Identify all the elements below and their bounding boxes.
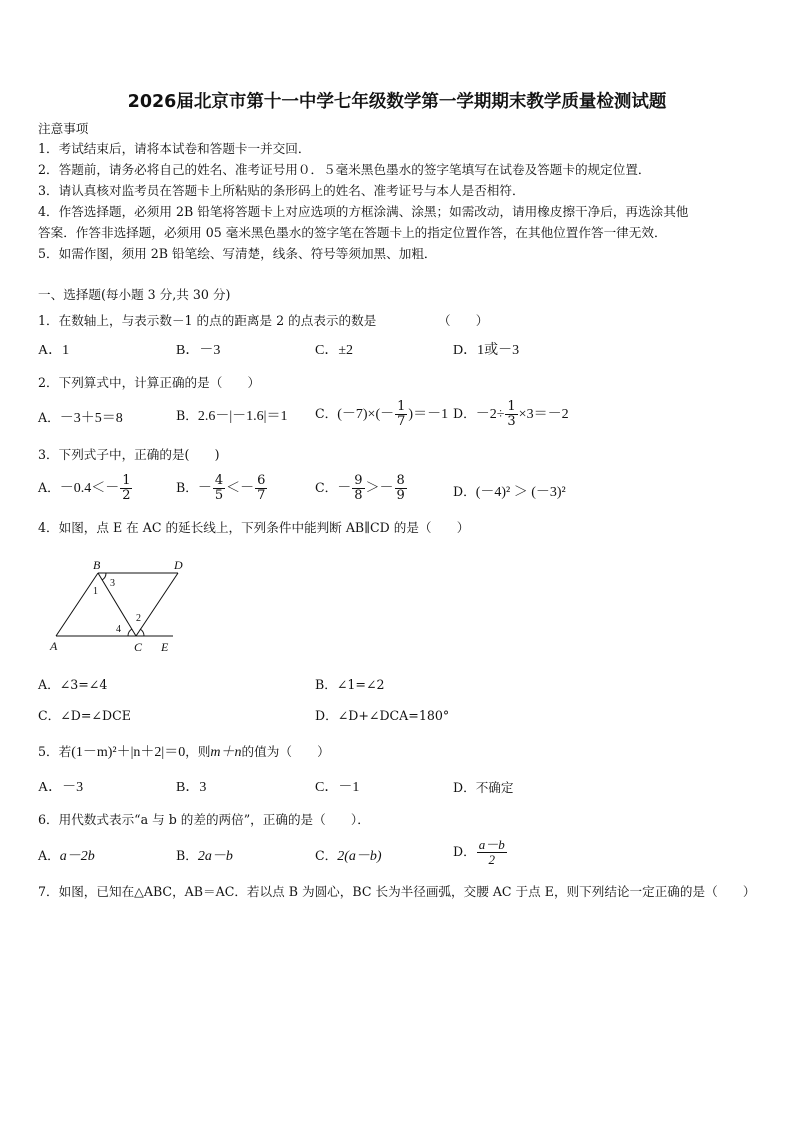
denominator: 7	[257, 488, 266, 503]
q2-option-d	[453, 400, 569, 429]
q4-option-a: A．∠3=∠4	[38, 677, 108, 692]
q3-option-d	[453, 484, 566, 501]
angle-3-arc	[102, 573, 106, 580]
q2-option-c	[315, 400, 448, 429]
option-expression-pre: －2÷	[475, 407, 505, 422]
option-label: A．	[38, 410, 60, 425]
numerator: 6	[257, 473, 266, 488]
numerator: a－b	[478, 837, 505, 852]
stem-expression: (1－m)²＋|n＋2|＝0	[71, 745, 186, 760]
option-label: C．	[315, 848, 338, 863]
fraction	[395, 474, 407, 503]
option-label: B．	[176, 408, 198, 423]
option-expression: －3＋5＝8	[59, 411, 123, 426]
stem-text: ，则	[185, 744, 211, 759]
q2-option-b	[176, 408, 287, 425]
fraction	[255, 474, 267, 503]
minus-sign: －	[337, 481, 352, 496]
q1-option-c: C．±2	[315, 343, 354, 358]
angle-2-label: 2	[136, 613, 141, 624]
numerator: 1	[122, 473, 131, 488]
stem-expression: m＋n	[210, 745, 242, 760]
numerator: 1	[507, 399, 516, 414]
q4-option-b: B．∠1=∠2	[315, 677, 385, 692]
option-expression-post: )＝－1	[408, 407, 449, 422]
notice-item: 5．如需作图，须用 2B 铅笔绘、写清楚，线条、符号等须加黑、加粗．	[38, 246, 437, 261]
q3-option-a	[38, 474, 133, 503]
parallelogram-diagram	[48, 556, 188, 656]
q1-option-d: D．1或－3	[453, 343, 520, 358]
option-expression-pre: －0.4＜－	[59, 481, 120, 496]
denominator: 2	[488, 852, 495, 867]
angle-3-label: 3	[110, 578, 115, 589]
q6-option-b	[176, 848, 233, 865]
option-label: A．	[38, 848, 60, 863]
label-d: D	[174, 558, 183, 572]
q5-option-a: A．－3	[38, 780, 84, 795]
line-dc	[136, 573, 178, 636]
denominator: 8	[354, 488, 363, 503]
section-heading: 一、选择题(每小题 3 分,共 30 分)	[38, 287, 231, 302]
label-c: C	[134, 640, 143, 654]
option-label: D．	[453, 844, 476, 859]
option-label: C．	[315, 480, 338, 495]
question-6-stem: 6．用代数式表示“a 与 b 的差的两倍”，正确的是（ ）．	[38, 812, 370, 827]
question-5-stem	[38, 744, 330, 761]
question-2-stem: 2．下列算式中，计算正确的是（ ）	[38, 375, 261, 390]
question-1-stem: 1．在数轴上，与表示数－1 的点的距离是 2 的点表示的数是	[38, 313, 377, 328]
q1-option-b: B．－3	[176, 343, 221, 358]
label-b: B	[93, 558, 101, 572]
option-label: D．	[453, 406, 476, 421]
option-expression: 2.6－|－1.6|＝1	[197, 409, 288, 424]
fraction	[395, 400, 407, 429]
q1-option-a: A．1	[38, 343, 70, 358]
label-e: E	[161, 640, 169, 654]
option-label: A．	[38, 480, 60, 495]
q4-option-c: C．∠D=∠DCE	[38, 708, 131, 723]
denominator: 9	[396, 488, 405, 503]
option-expression: 2a－b	[197, 849, 233, 864]
q5-option-b: B．3	[176, 780, 207, 795]
question-1-paren: （ ）	[438, 313, 489, 328]
q5-option-d: D．不确定	[453, 780, 514, 795]
question-7-stem: 7．如图，已知在△ABC，AB＝AC．若以点 B 为圆心，BC 长为半径画弧，交腰 AC 于点 E，则下列结论一定正确的是（ ）	[38, 884, 756, 899]
notice-item: 答案．作答非选择题，必须用 05 毫米黑色墨水的签字笔在答题卡上的指定位置作答，在其他位置作答一律无效．	[38, 225, 667, 240]
q2-option-a	[38, 410, 123, 427]
angle-1-label: 1	[93, 586, 98, 597]
angle-4-label: 4	[116, 624, 121, 635]
denominator: 3	[507, 414, 516, 429]
option-label: B．	[176, 480, 198, 495]
option-expression: 2(a－b)	[337, 849, 382, 864]
notice-item: 1．考试结束后，请将本试卷和答题卡一并交回．	[38, 141, 311, 156]
denominator: 2	[122, 488, 131, 503]
q5-option-c: C．－1	[315, 780, 360, 795]
question-3-stem: 3．下列式子中，正确的是( )	[38, 447, 220, 462]
fraction	[505, 400, 517, 429]
fraction	[213, 474, 225, 503]
denominator: 5	[214, 488, 224, 503]
notice-item: 4．作答选择题，必须用 2B 铅笔将答题卡上对应选项的方框涂满、涂黑；如需改动，请用橡皮擦干净后，再选涂其他	[38, 204, 689, 219]
fraction	[477, 838, 507, 867]
q4-option-d: D．∠D+∠DCA=180°	[315, 708, 450, 723]
option-expression-post: ×3＝－2	[518, 407, 569, 422]
minus-sign: －	[197, 481, 212, 496]
numerator: 9	[354, 473, 363, 488]
page-title: 2026届北京市第十一中学七年级数学第一学期期末教学质量检测试题	[127, 92, 667, 112]
q6-option-c	[315, 848, 382, 865]
numerator: 1	[397, 399, 406, 414]
comparison-sign: ＞－	[365, 481, 394, 496]
option-expression-pre: (－7)×(－	[337, 407, 395, 422]
stem-text: 的值为（ ）	[241, 744, 330, 759]
q6-option-a	[38, 848, 95, 865]
numerator: 4	[214, 473, 224, 488]
fraction	[120, 474, 132, 503]
angle-4-arc	[128, 629, 132, 636]
denominator: 7	[397, 414, 406, 429]
notice-item: 3．请认真核对监考员在答题卡上所粘贴的条形码上的姓名、准考证号与本人是否相符．	[38, 183, 525, 198]
option-expression: (－4)² ＞ (－3)²	[475, 485, 566, 500]
comparison-sign: ＜－	[226, 481, 255, 496]
option-label: C．	[315, 406, 338, 421]
q3-option-c	[315, 474, 408, 503]
notice-heading: 注意事项	[38, 121, 89, 136]
fraction	[352, 474, 364, 503]
line-ab	[56, 573, 98, 636]
notice-item: 2．答题前，请务必将自己的姓名、准考证号用０．５毫米黑色墨水的签字笔填写在试卷及答题卡的规定位置．	[38, 162, 651, 177]
stem-text: 5．若	[38, 744, 72, 759]
option-expression: a－2b	[59, 849, 95, 864]
option-label: D．	[453, 484, 476, 499]
label-a: A	[50, 639, 58, 653]
q3-option-b	[176, 474, 268, 503]
q6-option-d	[453, 838, 508, 867]
angle-2-arc	[140, 629, 144, 636]
option-label: B．	[176, 848, 198, 863]
question-4-stem: 4．如图，点 E 在 AC 的延长线上，下列条件中能判断 AB∥CD 的是（ ）	[38, 520, 470, 535]
numerator: 8	[396, 473, 405, 488]
